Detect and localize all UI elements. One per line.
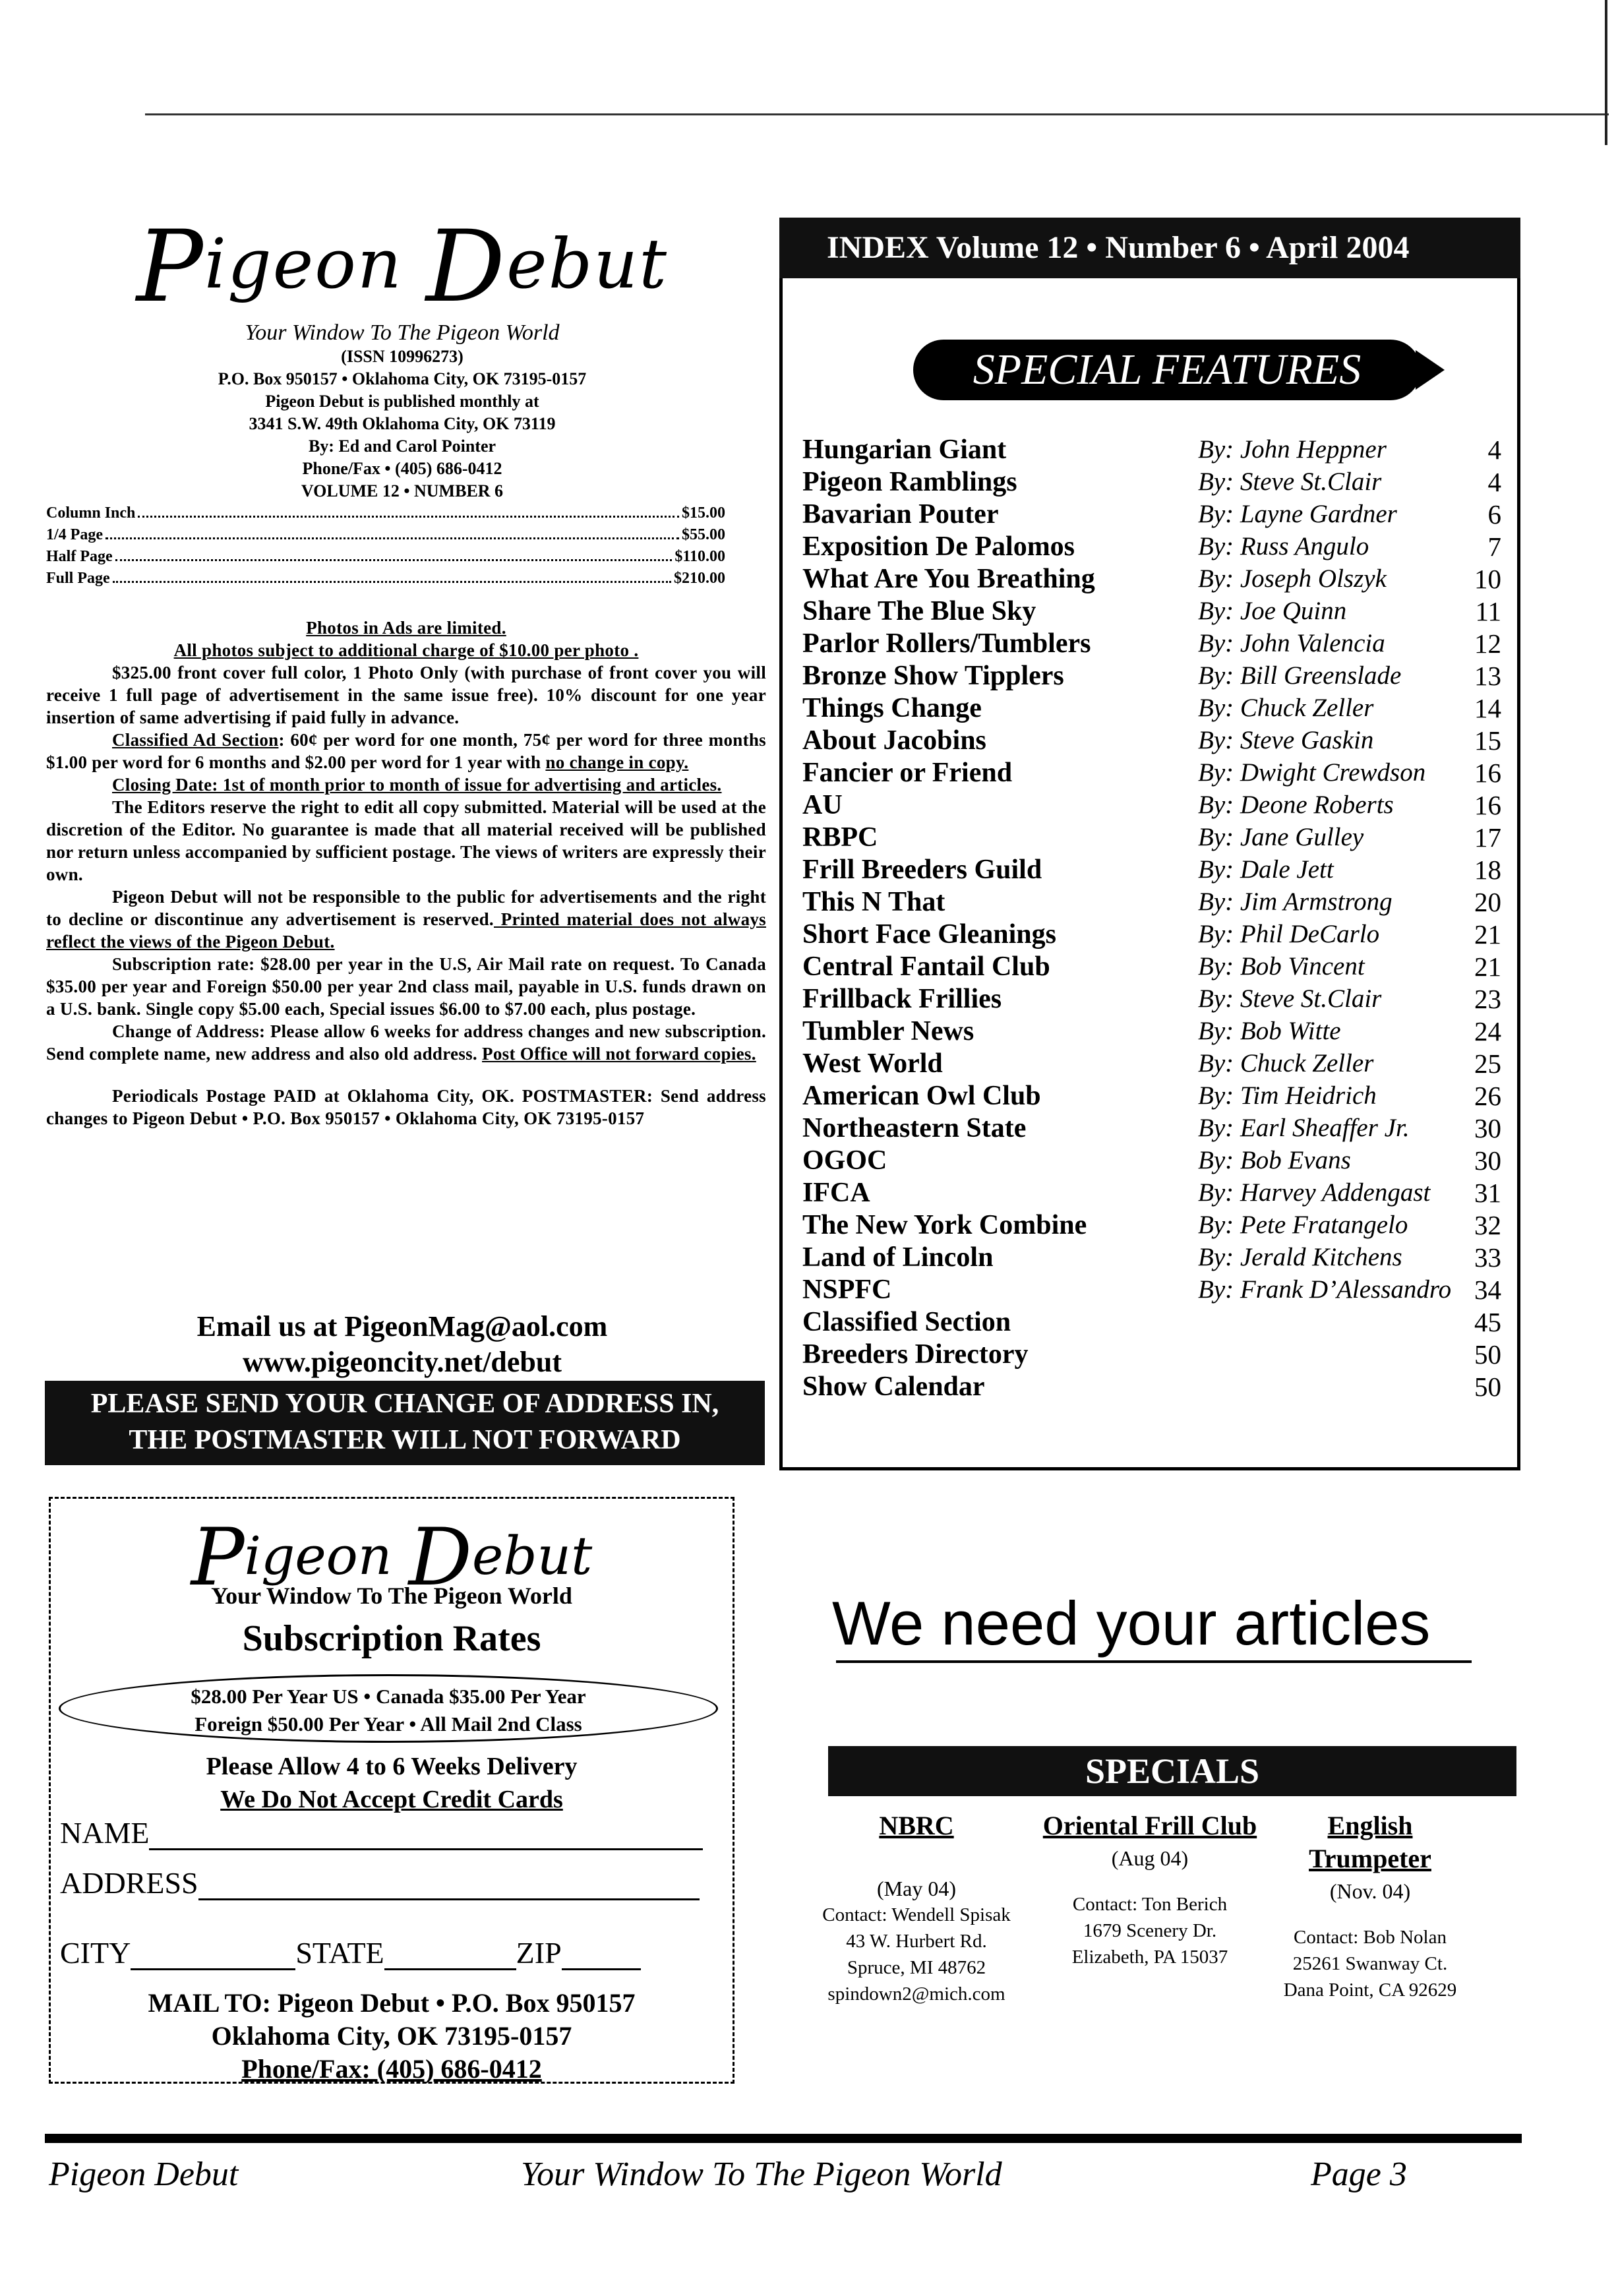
logo-cap-d: D	[425, 210, 507, 324]
subscription-text: Subscription rate: $28.00 per year in the U.S, Air Mail rate on request. To Canada $35.00 per year and Foreign $50.00 per year 2nd class mail, payable in U.S. funds drawn on a U.S. bank. Single copy $5.00 each, Special issues $6.00 to $7.00 each, plus postage.	[46, 954, 766, 1019]
index-entry-title: Pigeon Ramblings	[802, 466, 1017, 497]
index-entry	[802, 498, 1501, 530]
index-entry-author: By: Joseph Olszyk	[1198, 564, 1387, 593]
index-entry	[802, 1112, 1501, 1144]
index-entry-title: Hungarian Giant	[802, 434, 1007, 465]
index-entry-page: 32	[1474, 1209, 1501, 1240]
index-entry-page: 50	[1474, 1339, 1501, 1370]
address-change-body: Change of Address: Please allow 6 weeks for address changes and new subscription. Send complete name, new address and also old address.	[46, 1021, 766, 1064]
sub-logo-cap-p: P	[191, 1512, 245, 1604]
special-date: (Aug 04)	[1111, 1846, 1189, 1870]
photos-charge: All photos subject to additional charge of $10.00 per photo .	[173, 640, 639, 660]
rate-row	[46, 568, 725, 589]
subscription-title: Subscription Rates	[242, 1618, 541, 1659]
rate-leader	[115, 547, 673, 561]
index-entry-page: 10	[1474, 563, 1501, 594]
logo-cap-p: P	[136, 210, 204, 324]
index-entry-page: 26	[1474, 1080, 1501, 1111]
sub-logo-word-1: igeon	[244, 1525, 409, 1586]
index-entry-page: 21	[1474, 951, 1501, 982]
index-entry-page: 20	[1474, 886, 1501, 917]
index-entry-author: By: Harvey Addengast	[1198, 1178, 1431, 1207]
index-entry	[802, 886, 1501, 918]
index-entry	[802, 918, 1501, 950]
rate-line-1: $28.00 Per Year US • Canada $35.00 Per Year	[191, 1685, 586, 1708]
index-entry-author: By: Steve St.Clair	[1198, 468, 1382, 496]
web-line[interactable]: www.pigeoncity.net/debut	[242, 1346, 562, 1378]
subscription-tagline: Your Window To The Pigeon World	[211, 1583, 572, 1609]
special-date: (Nov. 04)	[1329, 1879, 1411, 1903]
rate-line-2: Foreign $50.00 Per Year • All Mail 2nd Class	[195, 1712, 582, 1736]
index-entry-page: 16	[1474, 757, 1501, 788]
address-notice	[45, 1381, 765, 1465]
periodicals-text: Periodicals Postage PAID at Oklahoma City, OK. POSTMASTER: Send address changes to Pigeon Debut • P.O. Box 950157 • Oklahoma City, OK 73195-0157	[46, 1086, 766, 1128]
index-entry-page: 34	[1474, 1274, 1501, 1305]
cover-text: $325.00 front cover full color, 1 Photo Only (with purchase of front cover you will receive 1 full page of advertisement in the same issue free). 10% discount for one year insertion of same advertising if paid fully in advance.	[46, 663, 766, 727]
index-entry-title: Frill Breeders Guild	[802, 854, 1042, 885]
index-heading: INDEX Volume 12 • Number 6 • April 2004	[779, 218, 1520, 278]
index-entry	[802, 821, 1501, 853]
top-rule	[145, 113, 1609, 115]
index-entry	[802, 627, 1501, 659]
index-entry	[802, 1176, 1501, 1209]
index-entry-author: By: Bob Vincent	[1198, 952, 1365, 981]
delivery-note: Please Allow 4 to 6 Weeks Delivery	[206, 1753, 578, 1780]
index-entry-title: Tumbler News	[802, 1015, 974, 1046]
logo-word-1: igeon	[204, 224, 426, 304]
index-entry-title: Short Face Gleanings	[802, 919, 1056, 950]
index-entry-author: By: Jane Gulley	[1198, 823, 1364, 851]
index-list	[802, 433, 1501, 1403]
contact-block	[40, 1309, 765, 1380]
index-entry	[802, 724, 1501, 756]
logo-word-2: ebut	[506, 224, 669, 304]
special-street: 25261 Swanway Ct.	[1292, 1953, 1448, 1974]
mail-line-3: Phone/Fax: (405) 686-0412	[241, 2054, 542, 2084]
rate-leader	[105, 526, 679, 539]
state-line[interactable]	[384, 1942, 516, 1970]
no-credit-cards: We Do Not Accept Credit Cards	[220, 1786, 563, 1813]
index-entry-page: 30	[1474, 1112, 1501, 1143]
index-entry	[802, 1079, 1501, 1112]
mail-line-2: Oklahoma City, OK 73195-0157	[211, 2021, 572, 2051]
mail-line-1: MAIL TO: Pigeon Debut • P.O. Box 950157	[148, 1988, 636, 2018]
special-street: 1679 Scenery Dr.	[1083, 1920, 1217, 1941]
index-entry-author: By: Dwight Crewdson	[1198, 758, 1426, 787]
editors-text: The Editors reserve the right to edit all copy submitted. Material will be used at the discretion of the Editor. No guarantee is made that all material received will be published nor return unless accompanied by sufficient postage. The views of writers are expressly their own.	[46, 797, 766, 884]
index-entry	[802, 789, 1501, 821]
index-entry-page: 33	[1474, 1242, 1501, 1273]
special-contact: Contact: Wendell Spisak	[822, 1904, 1011, 1925]
index-entry-title: American Owl Club	[802, 1080, 1041, 1111]
subscription-form	[49, 1497, 734, 2084]
email-line[interactable]: Email us at PigeonMag@aol.com	[196, 1310, 608, 1343]
index-entry-title: Land of Lincoln	[802, 1242, 994, 1273]
index-entry	[802, 595, 1501, 627]
rate-price: $15.00	[682, 504, 725, 522]
specials-heading: SPECIALS	[828, 1746, 1516, 1796]
index-entry-page: 45	[1474, 1306, 1501, 1337]
masthead	[40, 210, 765, 502]
index-entry-author: By: Deone Roberts	[1198, 791, 1394, 819]
special-date: (May 04)	[877, 1877, 956, 1900]
address-change-text	[46, 1020, 766, 1065]
index-entry	[802, 692, 1501, 724]
index-entry-author: By: Phil DeCarlo	[1198, 920, 1380, 948]
rate-price: $110.00	[674, 548, 725, 565]
special-city: Dana Point, CA 92629	[1283, 1979, 1457, 2001]
index-entry	[802, 530, 1501, 562]
masthead-info-line: Phone/Fax • (405) 686-0412	[302, 459, 502, 478]
special-contact: Contact: Ton Berich	[1072, 1894, 1228, 1915]
index-entry	[802, 1273, 1501, 1306]
index-entry-title: Classified Section	[802, 1306, 1011, 1337]
index-entry-page: 24	[1474, 1015, 1501, 1046]
specials-col-1	[798, 1809, 1035, 2007]
special-email: spindown2@mich.com	[827, 1983, 1005, 2005]
classified-body: : 60¢ per word for one month, 75¢ per word for three months $1.00 per word for 6 months and $2.00 per word for 1 year with	[46, 730, 766, 772]
index-entry	[802, 1241, 1501, 1273]
masthead-info-line: (ISSN 10996273)	[341, 347, 464, 366]
index-entry	[802, 853, 1501, 886]
index-entry-author: By: Joe Quinn	[1198, 597, 1347, 625]
sub-logo-word-2: ebut	[472, 1525, 593, 1586]
sub-logo-cap-d: D	[408, 1512, 472, 1604]
index-entry-page: 31	[1474, 1177, 1501, 1208]
rate-leader	[138, 504, 679, 518]
special-name: Oriental Frill Club	[1042, 1811, 1257, 1840]
index-entry	[802, 950, 1501, 982]
index-entry-author: By: Bill Greenslade	[1198, 661, 1402, 690]
index-entry-title: Central Fantail Club	[802, 951, 1050, 982]
index-entry-author: By: Jim Armstrong	[1198, 888, 1393, 916]
city-state-zip-field[interactable]	[60, 1935, 641, 1970]
index-entry	[802, 1015, 1501, 1047]
rate-leader	[113, 569, 671, 583]
index-entry-title: Show Calendar	[802, 1371, 985, 1402]
index-entry-title: Exposition De Palomos	[802, 531, 1075, 562]
index-entry-author: By: Pete Fratangelo	[1198, 1211, 1408, 1239]
city-line[interactable]	[131, 1942, 295, 1970]
index-entry-page: 50	[1474, 1371, 1501, 1402]
index-entry-author: By: Steve St.Clair	[1198, 984, 1382, 1013]
ad-rates	[46, 502, 725, 589]
index-entry	[802, 1209, 1501, 1241]
index-entry-page: 14	[1474, 692, 1501, 723]
no-forward: Post Office will not forward copies.	[482, 1044, 756, 1064]
index-entry-author: By: Layne Gardner	[1198, 500, 1397, 528]
masthead-info-line: VOLUME 12 • NUMBER 6	[301, 481, 504, 500]
masthead-info-line: 3341 S.W. 49th Oklahoma City, OK 73119	[249, 414, 556, 433]
footer-center: Your Window To The Pigeon World	[521, 2156, 1002, 2193]
index-entry-page: 17	[1474, 822, 1501, 853]
index-entry-title: RBPC	[802, 822, 878, 853]
index-entry-title: NSPFC	[802, 1274, 892, 1305]
index-entry-author: By: Bob Witte	[1198, 1017, 1341, 1045]
rate-label: 1/4 Page	[46, 526, 103, 543]
address-line[interactable]	[198, 1872, 700, 1900]
index-entry	[802, 1338, 1501, 1370]
top-right-rule	[1605, 0, 1607, 145]
index-entry	[802, 659, 1501, 692]
index-entry	[802, 433, 1501, 466]
address-field[interactable]	[60, 1865, 700, 1900]
index-entry-page: 15	[1474, 725, 1501, 756]
index-entry-title: IFCA	[802, 1177, 870, 1208]
masthead-info-line: By: Ed and Carol Pointer	[308, 437, 496, 456]
index-entry-title: This N That	[802, 886, 945, 917]
mail-to	[51, 1987, 733, 2086]
index-entry-title: Parlor Rollers/Tumblers	[802, 628, 1091, 659]
index-entry-title: What Are You Breathing	[802, 563, 1095, 594]
rate-price: $55.00	[682, 526, 725, 543]
index-box	[779, 218, 1520, 1470]
index-entry-title: AU	[802, 789, 843, 820]
rate-price: $210.00	[674, 570, 725, 587]
index-entry-title: Frillback Frillies	[802, 983, 1002, 1014]
rate-label: Column Inch	[46, 504, 136, 522]
name-line[interactable]	[149, 1822, 703, 1850]
index-entry-title: Northeastern State	[802, 1112, 1027, 1143]
responsible-text	[46, 886, 766, 953]
rate-row	[46, 524, 725, 546]
zip-label: ZIP	[516, 1936, 562, 1970]
masthead-tagline: Your Window To The Pigeon World	[245, 320, 560, 345]
index-entry-title: Bavarian Pouter	[802, 498, 999, 529]
special-features-banner: SPECIAL FEATURES	[913, 340, 1421, 400]
index-entry-page: 23	[1474, 983, 1501, 1014]
rates-oval	[59, 1674, 718, 1743]
index-entry-author: By: Tim Heidrich	[1198, 1081, 1377, 1110]
index-entry-author: By: Chuck Zeller	[1198, 1049, 1374, 1077]
index-entry-page: 11	[1475, 595, 1501, 626]
index-entry-title: The New York Combine	[802, 1209, 1087, 1240]
index-entry-title: Share The Blue Sky	[802, 595, 1036, 626]
index-entry	[802, 466, 1501, 498]
closing-date: Closing Date: 1st of month prior to month of issue for advertising and articles.	[112, 775, 722, 795]
articles-headline: We need your articles	[832, 1588, 1431, 1658]
index-entry-title: Fancier or Friend	[802, 757, 1013, 788]
index-entry-page: 7	[1487, 531, 1501, 562]
policy-text	[46, 617, 766, 1130]
classified-text	[46, 729, 766, 773]
index-entry	[802, 1144, 1501, 1176]
index-entry-title: Bronze Show Tipplers	[802, 660, 1064, 691]
index-entry-page: 18	[1474, 854, 1501, 885]
index-entry-page: 30	[1474, 1145, 1501, 1176]
state-label: STATE	[295, 1936, 384, 1970]
masthead-logo	[40, 210, 765, 324]
index-entry-author: By: Jerald Kitchens	[1198, 1243, 1402, 1271]
index-entry-title: Things Change	[802, 692, 982, 723]
index-entry-page: 4	[1487, 466, 1501, 497]
special-name: NBRC	[879, 1811, 954, 1840]
photos-limited: Photos in Ads are limited.	[306, 618, 506, 638]
rate-label: Full Page	[46, 570, 110, 587]
index-entry	[802, 1370, 1501, 1403]
index-entry-author: By: Russ Angulo	[1198, 532, 1369, 560]
index-entry-author: By: Dale Jett	[1198, 855, 1334, 884]
index-entry-page: 4	[1487, 434, 1501, 465]
name-label: NAME	[60, 1816, 150, 1850]
rate-label: Half Page	[46, 548, 113, 565]
index-entry-page: 13	[1474, 660, 1501, 691]
responsible-body: Pigeon Debut will not be responsible to the public for advertisements and the right to decline or discontinue any advertisement is reserved.	[46, 887, 766, 929]
footer-left: Pigeon Debut	[49, 2156, 239, 2193]
index-entry-title: OGOC	[802, 1145, 887, 1176]
zip-line[interactable]	[562, 1942, 641, 1970]
index-entry-author: By: John Valencia	[1198, 629, 1385, 657]
index-entry	[802, 562, 1501, 595]
index-entry-author: By: Steve Gaskin	[1198, 726, 1374, 754]
articles-underline	[836, 1660, 1472, 1663]
notice-line-2: THE POSTMASTER WILL NOT FORWARD	[129, 1425, 681, 1455]
footer-page-number: Page 3	[1311, 2156, 1407, 2193]
index-entry-page: 21	[1474, 919, 1501, 950]
masthead-info	[40, 346, 765, 502]
index-entry-page: 25	[1474, 1048, 1501, 1079]
index-entry-title: West World	[802, 1048, 943, 1079]
masthead-info-line: Pigeon Debut is published monthly at	[265, 392, 539, 411]
index-entry-author: By: Chuck Zeller	[1198, 694, 1374, 722]
printed-material: Printed material does not always reflect the views of the Pigeon Debut.	[46, 909, 766, 952]
notice-line-1: PLEASE SEND YOUR CHANGE OF ADDRESS IN,	[90, 1389, 719, 1419]
specials-col-2	[1031, 1809, 1269, 1970]
special-name: English Trumpeter	[1309, 1811, 1431, 1873]
special-street: 43 W. Hurbert Rd.	[846, 1931, 987, 1952]
footer-rule	[45, 2134, 1522, 2143]
special-contact: Contact: Bob Nolan	[1294, 1927, 1447, 1948]
index-entry-title: About Jacobins	[802, 725, 986, 756]
index-entry-author: By: Bob Evans	[1198, 1146, 1351, 1174]
city-label: CITY	[60, 1936, 131, 1970]
index-entry-author: By: John Heppner	[1198, 435, 1387, 464]
index-entry	[802, 1047, 1501, 1079]
specials-col-3	[1251, 1809, 1489, 2003]
masthead-info-line: P.O. Box 950157 • Oklahoma City, OK 73195-0157	[218, 369, 587, 388]
index-entry	[802, 1306, 1501, 1338]
rate-row	[46, 502, 725, 524]
address-label: ADDRESS	[60, 1866, 198, 1900]
index-entry-author: By: Frank D’Alessandro	[1198, 1275, 1452, 1304]
no-change: no change in copy.	[545, 752, 689, 772]
index-entry-page: 16	[1474, 789, 1501, 820]
rate-row	[46, 546, 725, 568]
index-entry-author: By: Earl Sheaffer Jr.	[1198, 1114, 1410, 1142]
index-entry-page: 12	[1474, 628, 1501, 659]
special-city: Elizabeth, PA 15037	[1071, 1947, 1228, 1968]
index-entry-page: 6	[1487, 498, 1501, 529]
name-field[interactable]	[60, 1815, 703, 1850]
index-entry	[802, 982, 1501, 1015]
index-entry-title: Breeders Directory	[802, 1339, 1029, 1370]
special-city: Spruce, MI 48762	[847, 1957, 986, 1978]
index-entry	[802, 756, 1501, 789]
classified-label: Classified Ad Section	[112, 730, 279, 750]
